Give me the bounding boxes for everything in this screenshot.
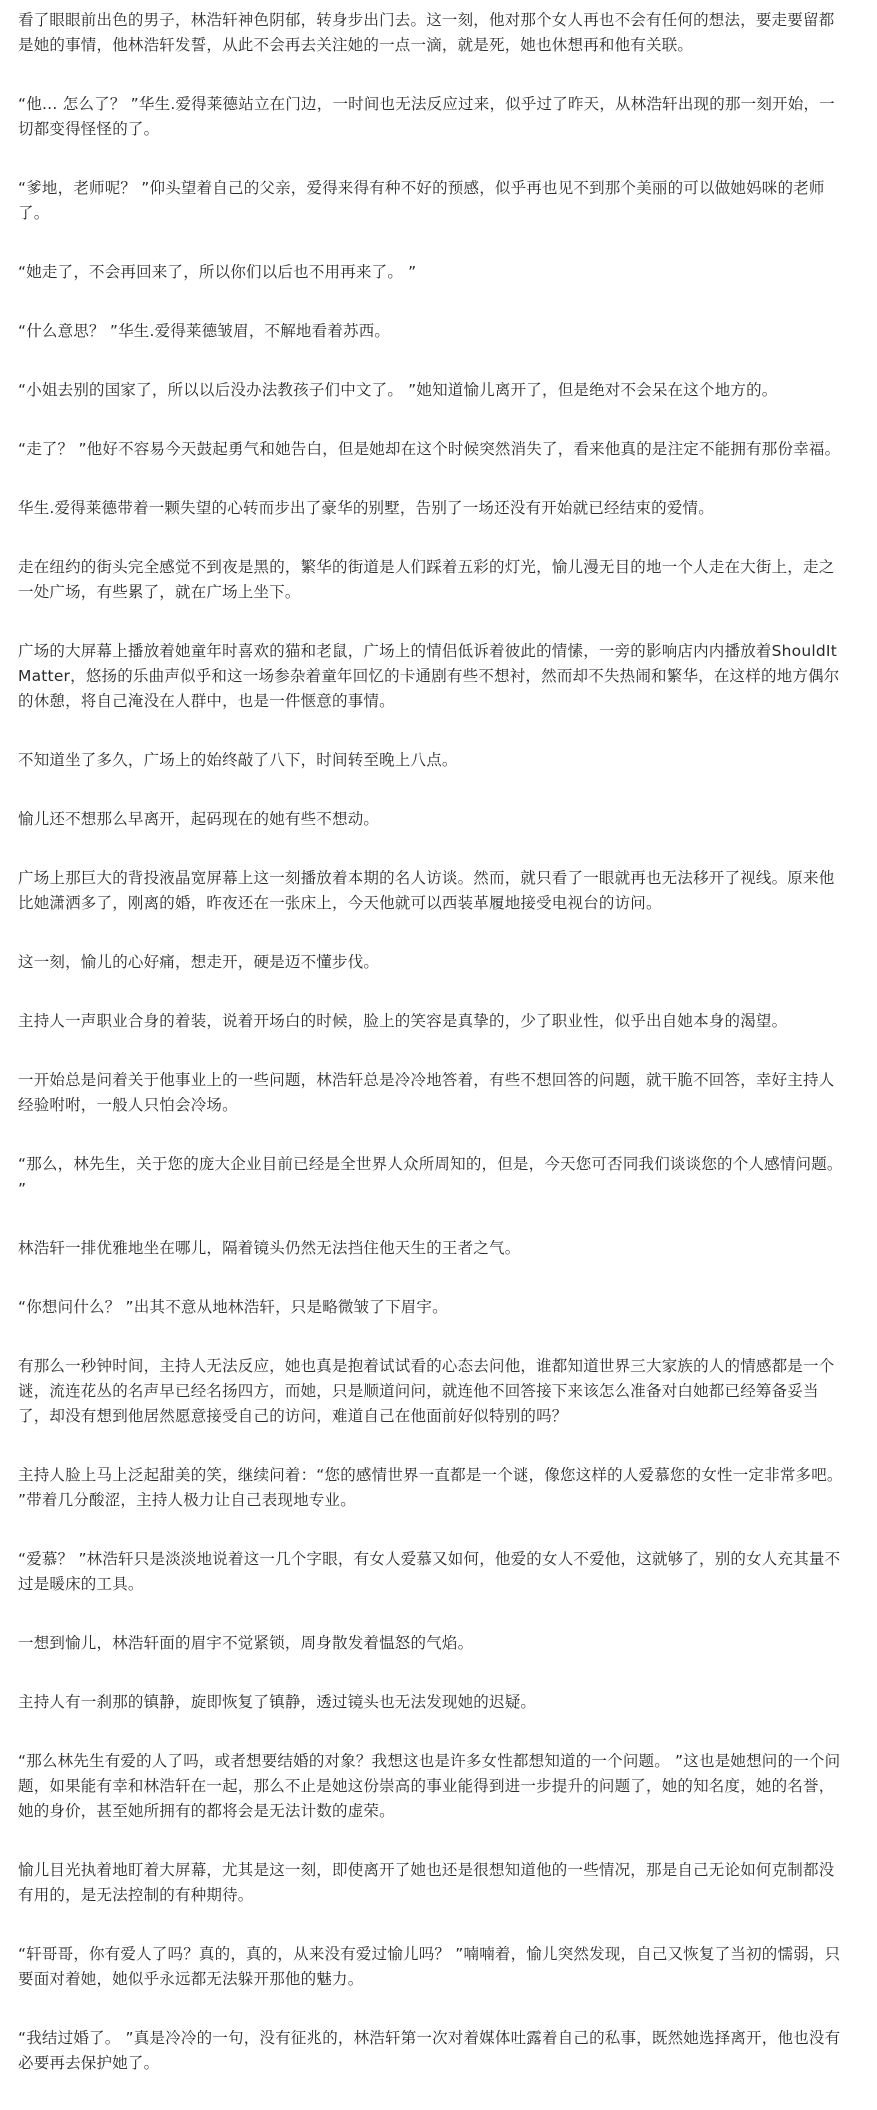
paragraph: 有那么一秒钟时间，主持人无法反应，她也真是抱着试试看的心态去问他，谁都知道世界三大家族的人的情感都是一个谜，流连花丛的名声早已经名扬四方，而她，只是顺道问问，就连他不回答接下来该怎么准备对白她都已经筹备妥当了，却没有想到他居然愿意接受自己的访问，难道自己在他面前好似特别的吗？ — [18, 1357, 835, 1425]
paragraph: 愉儿还不想那么早离开，起码现在的她有些不想动。 — [18, 810, 380, 828]
paragraph: “走了？ ”他好不容易今天鼓起勇气和她告白，但是她却在这个时候突然消失了，看来他真的是注定不能拥有那份幸福。 — [18, 440, 841, 458]
paragraph: “我结过婚了。 ”真是冷冷的一句，没有征兆的，林浩轩第一次对着媒体吐露着自己的私事，既然她选择离开，他也没有必要再去保护她了。 — [18, 2029, 841, 2072]
paragraph: “你想问什么？ ”出其不意从地林浩轩，只是略微皱了下眉宇。 — [18, 1298, 448, 1316]
paragraph: 一开始总是问着关于他事业上的一些问题，林浩轩总是冷冷地答着，有些不想回答的问题，就干脆不回答，幸好主持人经验咐咐，一般人只怕会冷场。 — [18, 1071, 835, 1114]
paragraph: 主持人一声职业合身的着装，说着开场白的时候，脸上的笑容是真挚的，少了职业性，似乎出自她本身的渴望。 — [18, 1012, 788, 1030]
paragraph: 华生.爱得莱德带着一颗失望的心转而步出了豪华的别墅，告别了一场还没有开始就已经结束的爱情。 — [18, 499, 714, 517]
paragraph: “爹地，老师呢？ ”仰头望着自己的父亲，爱得来得有种不好的预感，似乎再也见不到那个美丽的可以做她妈咪的老师了。 — [18, 179, 825, 222]
paragraph: 广场的大屏幕上播放着她童年时喜欢的猫和老鼠，广场上的情侣低诉着彼此的情愫，一旁的影响店内内播放着ShouldItMatter，悠扬的乐曲声似乎和这一场参杂着童年回忆的卡通剧有些不想衬，然而却不失热闹和繁华，在这样的地方偶尔的休憩，将自己淹没在人群中，也是一件惬意的事情。 — [18, 642, 840, 710]
paragraph: 这一刻，愉儿的心好痛，想走开，硬是迈不懂步伐。 — [18, 953, 380, 971]
paragraph: “什么意思？ ”华生.爱得莱德皱眉，不解地看着苏西。 — [18, 322, 391, 340]
paragraph: “那么林先生有爱的人了吗，或者想要结婚的对象？我想这也是许多女性都想知道的一个问题。 ”这也是她想问的一个问题，如果能有幸和林浩轩在一起，那么不止是她这份崇高的事业能得到进一步提升的问题了，她的知名度，她的名誉，她的身价，甚至她所拥有的都将会是无法计数的虚荣。 — [18, 1752, 841, 1820]
paragraph: 林浩轩一排优雅地坐在哪儿，隔着镜头仍然无法挡住他天生的王者之气。 — [18, 1239, 521, 1257]
paragraph: “她走了，不会再回来了，所以你们以后也不用再来了。 ” — [18, 263, 417, 281]
paragraph: “他… 怎么了？ ”华生.爱得莱德站立在门边，一时间也无法反应过来，似乎过了昨天，从林浩轩出现的那一刻开始，一切都变得怪怪的了。 — [18, 95, 835, 138]
paragraph: “轩哥哥，你有爱人了吗？真的，真的，从来没有爱过愉儿吗？ ”喃喃着，愉儿突然发现，自己又恢复了当初的懦弱，只要面对着她，她似乎永远都无法躲开那他的魅力。 — [18, 1945, 841, 1988]
paragraph: 一想到愉儿，林浩轩面的眉宇不觉紧锁，周身散发着愠怒的气焰。 — [18, 1634, 474, 1652]
paragraph: 主持人有一刹那的镇静，旋即恢复了镇静，透过镜头也无法发现她的迟疑。 — [18, 1693, 537, 1711]
paragraph: 走在纽约的街头完全感觉不到夜是黑的，繁华的街道是人们踩着五彩的灯光，愉儿漫无目的地一个人走在大街上，走之一处广场，有些累了，就在广场上坐下。 — [18, 558, 835, 601]
paragraph: 愉儿目光执着地盯着大屏幕，尤其是这一刻，即使离开了她也还是很想知道他的一些情况，那是自己无论如何克制都没有用的，是无法控制的有种期待。 — [18, 1861, 835, 1904]
article-body — [18, 8, 844, 2110]
paragraph: “那么，林先生，关于您的庞大企业目前已经是全世界人众所周知的，但是，今天您可否同我们谈谈您的个人感情问题。 ” — [18, 1155, 843, 1198]
paragraph: “小姐去别的国家了，所以以后没办法教孩子们中文了。 ”她知道愉儿离开了，但是绝对不会呆在这个地方的。 — [18, 381, 778, 399]
paragraph: 广场上那巨大的背投液晶宽屏幕上这一刻播放着本期的名人访谈。然而，就只看了一眼就再也无法移开了视线。原来他比她潇洒多了，刚离的婚，昨夜还在一张床上，今天他就可以西装革履地接受电视台的访问。 — [18, 869, 835, 912]
paragraph: 不知道坐了多久，广场上的始终敲了八下，时间转至晚上八点。 — [18, 751, 458, 769]
paragraph: 主持人脸上马上泛起甜美的笑，继续问着：“您的感情世界一直都是一个谜，像您这样的人爱慕您的女性一定非常多吧。 ”带着几分酸涩，主持人极力让自己表现地专业。 — [18, 1466, 843, 1509]
paragraph: “爱慕？ ”林浩轩只是淡淡地说着这一几个字眼，有女人爱慕又如何，他爱的女人不爱他，这就够了，别的女人充其量不过是暖床的工具。 — [18, 1550, 841, 1593]
paragraph: 看了眼眼前出色的男子，林浩轩神色阴郁，转身步出门去。这一刻，他对那个女人再也不会有任何的想法，要走要留都是她的事情，他林浩轩发誓，从此不会再去关注她的一点一滴，就是死，她也休想再和他有关联。 — [18, 11, 835, 54]
